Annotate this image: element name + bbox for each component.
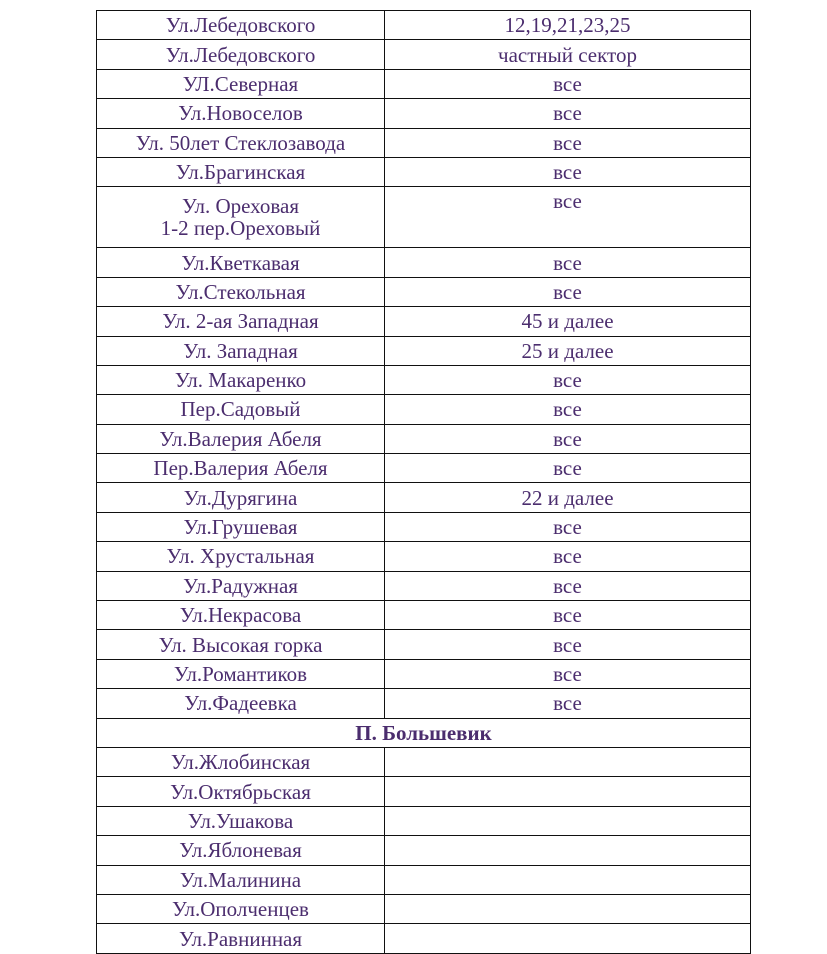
houses-cell: все	[385, 512, 751, 541]
section-title: П. Большевик	[97, 718, 751, 747]
section-header-row	[97, 718, 751, 747]
houses-cell: все	[385, 69, 751, 98]
street-cell: Ул.Лебедовского	[97, 40, 385, 69]
table-row	[97, 542, 751, 571]
street-cell: Ул. 50лет Стеклозавода	[97, 128, 385, 157]
street-cell: Ул.Малинина	[97, 865, 385, 894]
houses-cell: все	[385, 630, 751, 659]
street-cell: Ул. Хрустальная	[97, 542, 385, 571]
houses-cell: 45 и далее	[385, 307, 751, 336]
table-row	[97, 277, 751, 306]
street-cell: Ул.Фадеевка	[97, 689, 385, 718]
street-cell: Ул.Лебедовского	[97, 11, 385, 40]
table-row	[97, 336, 751, 365]
table-row	[97, 601, 751, 630]
houses-cell: все	[385, 454, 751, 483]
street-cell: Ул. Западная	[97, 336, 385, 365]
table-row	[97, 365, 751, 394]
table-row	[97, 69, 751, 98]
houses-cell: все	[385, 248, 751, 277]
table-row	[97, 747, 751, 776]
houses-cell: 22 и далее	[385, 483, 751, 512]
street-cell: Ул.Ушакова	[97, 806, 385, 835]
table-row	[97, 248, 751, 277]
street-cell: Ул.Октябрьская	[97, 777, 385, 806]
houses-cell: все	[385, 542, 751, 571]
houses-cell: все	[385, 128, 751, 157]
table-row	[97, 157, 751, 186]
table-row	[97, 689, 751, 718]
houses-cell	[385, 806, 751, 835]
houses-cell: все	[385, 99, 751, 128]
table-row	[97, 894, 751, 923]
table-row	[97, 424, 751, 453]
houses-cell: все	[385, 157, 751, 186]
houses-cell: частный сектор	[385, 40, 751, 69]
table-row	[97, 659, 751, 688]
street-cell: Ул.Новоселов	[97, 99, 385, 128]
houses-cell: все	[385, 395, 751, 424]
table-row	[97, 395, 751, 424]
houses-cell: 25 и далее	[385, 336, 751, 365]
table-row	[97, 128, 751, 157]
street-cell: Ул. Макаренко	[97, 365, 385, 394]
houses-cell	[385, 894, 751, 923]
street-cell: Ул.Стекольная	[97, 277, 385, 306]
houses-cell: все	[385, 659, 751, 688]
street-table	[96, 10, 751, 954]
table-row	[97, 836, 751, 865]
street-cell: УЛ.Северная	[97, 69, 385, 98]
houses-cell: все	[385, 571, 751, 600]
street-cell: Ул.Яблоневая	[97, 836, 385, 865]
table-row	[97, 454, 751, 483]
houses-cell	[385, 924, 751, 953]
houses-cell: все	[385, 277, 751, 306]
street-cell: Пер.Валерия Абеля	[97, 454, 385, 483]
table-row	[97, 40, 751, 69]
houses-cell	[385, 747, 751, 776]
houses-cell: все	[385, 424, 751, 453]
street-cell: Ул.Валерия Абеля	[97, 424, 385, 453]
street-cell	[97, 187, 385, 248]
table-row	[97, 187, 751, 248]
street-cell: Ул.Грушевая	[97, 512, 385, 541]
street-cell: Ул.Брагинская	[97, 157, 385, 186]
street-cell: Пер.Садовый	[97, 395, 385, 424]
table-row	[97, 777, 751, 806]
houses-cell	[385, 865, 751, 894]
houses-cell: все	[385, 601, 751, 630]
table-row	[97, 483, 751, 512]
table-row	[97, 924, 751, 953]
table-row	[97, 630, 751, 659]
table-row	[97, 99, 751, 128]
street-line: Ул. Ореховая	[181, 194, 299, 219]
street-cell: Ул.Некрасова	[97, 601, 385, 630]
street-cell: Ул. 2-ая Западная	[97, 307, 385, 336]
houses-cell	[385, 836, 751, 865]
table-row	[97, 512, 751, 541]
table-row	[97, 11, 751, 40]
street-cell: Ул.Ополченцев	[97, 894, 385, 923]
houses-cell: все	[385, 187, 751, 248]
table-row	[97, 865, 751, 894]
houses-cell	[385, 777, 751, 806]
street-cell: Ул. Высокая горка	[97, 630, 385, 659]
street-cell: Ул.Равнинная	[97, 924, 385, 953]
table-row	[97, 806, 751, 835]
street-cell: Ул.Радужная	[97, 571, 385, 600]
street-cell: Ул.Дурягина	[97, 483, 385, 512]
street-cell: Ул.Кветкавая	[97, 248, 385, 277]
houses-cell: 12,19,21,23,25	[385, 11, 751, 40]
street-cell: Ул.Жлобинская	[97, 747, 385, 776]
table-row	[97, 307, 751, 336]
houses-cell: все	[385, 689, 751, 718]
street-line: 1-2 пер.Ореховый	[160, 216, 321, 241]
street-cell: Ул.Романтиков	[97, 659, 385, 688]
table-row	[97, 571, 751, 600]
houses-cell: все	[385, 365, 751, 394]
